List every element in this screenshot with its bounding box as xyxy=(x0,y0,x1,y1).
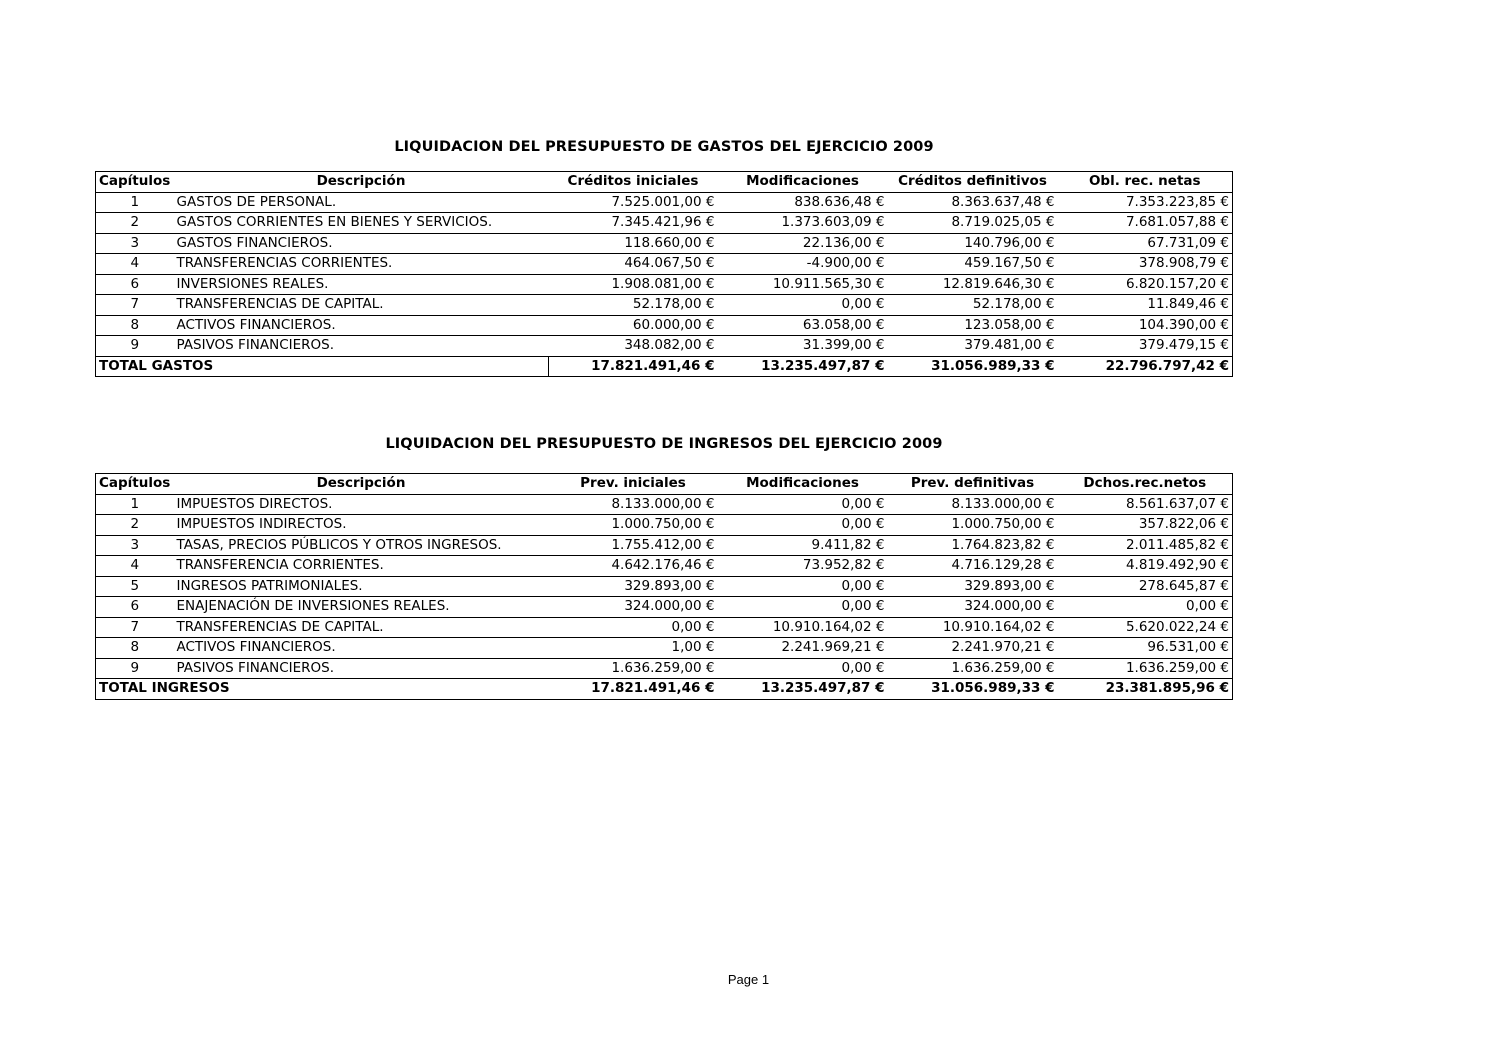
gastos-table xyxy=(95,171,1233,377)
amount-cell: 52.178,00 € xyxy=(888,295,1058,316)
amount-cell: 22.136,00 € xyxy=(718,233,888,254)
description-cell: ENAJENACIÓN DE INVERSIONES REALES. xyxy=(174,597,549,618)
amount-cell: 278.645,87 € xyxy=(1058,576,1233,597)
total-value: 13.235.497,87 € xyxy=(761,357,885,374)
chapter-number-cell: 6 xyxy=(96,597,174,618)
total-value: 31.056.989,33 € xyxy=(931,357,1055,374)
amount-cell: 2.011.485,82 € xyxy=(1058,535,1233,556)
amount-cell: 140.796,00 € xyxy=(888,233,1058,254)
description-cell: GASTOS DE PERSONAL. xyxy=(174,192,549,213)
description-cell: INVERSIONES REALES. xyxy=(174,274,549,295)
chapter-number-cell: 9 xyxy=(96,658,174,679)
amount-cell: 329.893,00 € xyxy=(888,576,1058,597)
amount-cell: 357.822,06 € xyxy=(1058,515,1233,536)
amount-cell: 10.910.164,02 € xyxy=(888,617,1058,638)
chapter-number-cell: 5 xyxy=(96,576,174,597)
column-header-prev-definitivas: Prev. definitivas xyxy=(888,474,1058,495)
description-cell: TRANSFERENCIAS DE CAPITAL. xyxy=(174,295,549,316)
table-row xyxy=(96,617,1233,638)
chapter-number-cell: 3 xyxy=(96,233,174,254)
description-cell: ACTIVOS FINANCIEROS. xyxy=(174,638,549,659)
column-header-creditos-iniciales: Créditos iniciales xyxy=(549,172,718,193)
amount-cell: 2.241.969,21 € xyxy=(718,638,888,659)
column-header-obl-rec-netas: Obl. rec. netas xyxy=(1058,172,1233,193)
column-header-modificaciones: Modificaciones xyxy=(718,172,888,193)
amount-cell: 0,00 € xyxy=(549,617,718,638)
table-row xyxy=(96,315,1233,336)
description-cell: TRANSFERENCIAS CORRIENTES. xyxy=(174,254,549,275)
amount-cell: 324.000,00 € xyxy=(549,597,718,618)
description-cell: INGRESOS PATRIMONIALES. xyxy=(174,576,549,597)
amount-cell: 464.067,50 € xyxy=(549,254,718,275)
table-row xyxy=(96,658,1233,679)
description-cell: TRANSFERENCIAS DE CAPITAL. xyxy=(174,617,549,638)
amount-cell: 123.058,00 € xyxy=(888,315,1058,336)
table-row xyxy=(96,535,1233,556)
amount-cell: 329.893,00 € xyxy=(549,576,718,597)
total-row xyxy=(96,356,1233,377)
amount-cell: 459.167,50 € xyxy=(888,254,1058,275)
description-cell: PASIVOS FINANCIEROS. xyxy=(174,336,549,357)
total-value: 13.235.497,87 € xyxy=(761,680,885,696)
table-row xyxy=(96,213,1233,234)
chapter-number-cell: 1 xyxy=(96,192,174,213)
amount-cell: 378.908,79 € xyxy=(1058,254,1233,275)
chapter-number-cell: 4 xyxy=(96,556,174,577)
chapter-number-cell: 6 xyxy=(96,274,174,295)
amount-cell: 12.819.646,30 € xyxy=(888,274,1058,295)
amount-cell: 63.058,00 € xyxy=(718,315,888,336)
description-cell: TRANSFERENCIA CORRIENTES. xyxy=(174,556,549,577)
amount-cell: 8.363.637,48 € xyxy=(888,192,1058,213)
amount-cell: 0,00 € xyxy=(718,576,888,597)
description-cell: ACTIVOS FINANCIEROS. xyxy=(174,315,549,336)
amount-cell: 0,00 € xyxy=(718,494,888,515)
chapter-number-cell: 8 xyxy=(96,638,174,659)
chapter-number-cell: 9 xyxy=(96,336,174,357)
table-row xyxy=(96,254,1233,275)
total-value: 22.796.797,42 € xyxy=(1105,357,1229,374)
amount-cell: 379.481,00 € xyxy=(888,336,1058,357)
chapter-number-cell: 2 xyxy=(96,213,174,234)
amount-cell: 118.660,00 € xyxy=(549,233,718,254)
amount-cell: 31.399,00 € xyxy=(718,336,888,357)
total-value: 17.821.491,46 € xyxy=(591,680,715,696)
amount-cell: 348.082,00 € xyxy=(549,336,718,357)
amount-cell: 104.390,00 € xyxy=(1058,315,1233,336)
amount-cell: -4.900,00 € xyxy=(718,254,888,275)
amount-cell: 0,00 € xyxy=(718,658,888,679)
column-header-dchos-rec-netos: Dchos.rec.netos xyxy=(1058,474,1233,495)
amount-cell: 73.952,82 € xyxy=(718,556,888,577)
amount-cell: 9.411,82 € xyxy=(718,535,888,556)
table-row xyxy=(96,576,1233,597)
description-cell: GASTOS FINANCIEROS. xyxy=(174,233,549,254)
total-value: 23.381.895,96 € xyxy=(1105,680,1229,696)
description-cell: TASAS, PRECIOS PÚBLICOS Y OTROS INGRESOS. xyxy=(174,535,549,556)
amount-cell: 6.820.157,20 € xyxy=(1058,274,1233,295)
table-row xyxy=(96,274,1233,295)
chapter-number-cell: 1 xyxy=(96,494,174,515)
table-row xyxy=(96,295,1233,316)
amount-cell: 1.373.603,09 € xyxy=(718,213,888,234)
ingresos-table-title: LIQUIDACION DEL PRESUPUESTO DE INGRESOS DEL EJERCICIO 2009 xyxy=(385,436,943,452)
table-row xyxy=(96,192,1233,213)
column-header-prev-iniciales: Prev. iniciales xyxy=(549,474,718,495)
amount-cell: 52.178,00 € xyxy=(549,295,718,316)
amount-cell: 10.910.164,02 € xyxy=(718,617,888,638)
amount-cell: 4.716.129,28 € xyxy=(888,556,1058,577)
amount-cell: 324.000,00 € xyxy=(888,597,1058,618)
description-cell: IMPUESTOS DIRECTOS. xyxy=(174,494,549,515)
amount-cell: 1.000.750,00 € xyxy=(549,515,718,536)
amount-cell: 8.133.000,00 € xyxy=(888,494,1058,515)
amount-cell: 0,00 € xyxy=(718,597,888,618)
amount-cell: 1.000.750,00 € xyxy=(888,515,1058,536)
chapter-number-cell: 2 xyxy=(96,515,174,536)
amount-cell: 1.636.259,00 € xyxy=(549,658,718,679)
chapter-number-cell: 4 xyxy=(96,254,174,275)
amount-cell: 60.000,00 € xyxy=(549,315,718,336)
total-label: TOTAL GASTOS xyxy=(96,356,549,377)
chapter-number-cell: 3 xyxy=(96,535,174,556)
amount-cell: 1.764.823,82 € xyxy=(888,535,1058,556)
amount-cell: 7.681.057,88 € xyxy=(1058,213,1233,234)
amount-cell: 379.479,15 € xyxy=(1058,336,1233,357)
amount-cell: 8.561.637,07 € xyxy=(1058,494,1233,515)
amount-cell: 5.620.022,24 € xyxy=(1058,617,1233,638)
amount-cell: 96.531,00 € xyxy=(1058,638,1233,659)
amount-cell: 4.819.492,90 € xyxy=(1058,556,1233,577)
amount-cell: 2.241.970,21 € xyxy=(888,638,1058,659)
gastos-table-title: LIQUIDACION DEL PRESUPUESTO DE GASTOS DEL EJERCICIO 2009 xyxy=(394,139,934,155)
description-cell: IMPUESTOS INDIRECTOS. xyxy=(174,515,549,536)
amount-cell: 1.636.259,00 € xyxy=(888,658,1058,679)
amount-cell: 8.719.025,05 € xyxy=(888,213,1058,234)
ingresos-table xyxy=(95,473,1233,700)
column-header-descripcion: Descripción xyxy=(174,474,549,495)
table-row xyxy=(96,556,1233,577)
column-header-creditos-definitivos: Créditos definitivos xyxy=(888,172,1058,193)
description-cell: GASTOS CORRIENTES EN BIENES Y SERVICIOS. xyxy=(174,213,549,234)
amount-cell: 1.755.412,00 € xyxy=(549,535,718,556)
table-row xyxy=(96,494,1233,515)
chapter-number-cell: 8 xyxy=(96,315,174,336)
column-header-capitulos: Capítulos xyxy=(96,172,174,193)
amount-cell: 7.525.001,00 € xyxy=(549,192,718,213)
amount-cell: 67.731,09 € xyxy=(1058,233,1233,254)
column-header-modificaciones: Modificaciones xyxy=(718,474,888,495)
table-row xyxy=(96,597,1233,618)
table-row xyxy=(96,515,1233,536)
total-row xyxy=(96,679,1233,700)
table-row xyxy=(96,233,1233,254)
amount-cell: 7.345.421,96 € xyxy=(549,213,718,234)
amount-cell: 1.636.259,00 € xyxy=(1058,658,1233,679)
description-cell: PASIVOS FINANCIEROS. xyxy=(174,658,549,679)
total-value: 17.821.491,46 € xyxy=(591,357,715,374)
page-number: Page 1 xyxy=(727,972,770,987)
amount-cell: 4.642.176,46 € xyxy=(549,556,718,577)
amount-cell: 1.908.081,00 € xyxy=(549,274,718,295)
column-header-capitulos: Capítulos xyxy=(96,474,174,495)
amount-cell: 0,00 € xyxy=(1058,597,1233,618)
amount-cell: 10.911.565,30 € xyxy=(718,274,888,295)
amount-cell: 0,00 € xyxy=(718,515,888,536)
table-header-row xyxy=(96,474,1233,495)
table-row xyxy=(96,638,1233,659)
amount-cell: 1,00 € xyxy=(549,638,718,659)
chapter-number-cell: 7 xyxy=(96,617,174,638)
amount-cell: 8.133.000,00 € xyxy=(549,494,718,515)
amount-cell: 7.353.223,85 € xyxy=(1058,192,1233,213)
column-header-descripcion: Descripción xyxy=(174,172,549,193)
table-row xyxy=(96,336,1233,357)
total-label: TOTAL INGRESOS xyxy=(99,680,230,696)
chapter-number-cell: 7 xyxy=(96,295,174,316)
amount-cell: 838.636,48 € xyxy=(718,192,888,213)
amount-cell: 0,00 € xyxy=(718,295,888,316)
amount-cell: 11.849,46 € xyxy=(1058,295,1233,316)
table-header-row xyxy=(96,172,1233,193)
total-value: 31.056.989,33 € xyxy=(931,680,1055,696)
